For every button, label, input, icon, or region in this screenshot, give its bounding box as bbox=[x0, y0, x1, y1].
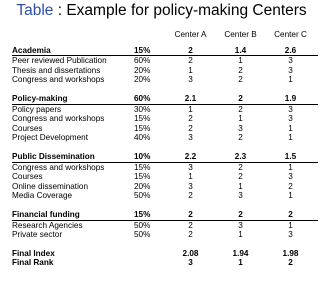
final-rank-row-cell bbox=[134, 258, 163, 268]
table-row-cell: Peer reviewed Publication bbox=[12, 56, 107, 66]
section-header-row-cell: Academia bbox=[12, 46, 134, 56]
table-row-cell: 40% bbox=[134, 133, 151, 143]
table-row bbox=[12, 114, 318, 124]
table-row bbox=[12, 124, 318, 134]
spacer-row bbox=[12, 240, 318, 249]
table-row-cell: 2 bbox=[188, 56, 193, 66]
section-header-row-cell: 2.2 bbox=[163, 152, 218, 162]
section-header-row-cell: 2.3 bbox=[218, 152, 263, 162]
table-row-cell: 2 bbox=[188, 123, 193, 133]
table-row-cell: 1 bbox=[288, 133, 293, 143]
table-row bbox=[12, 56, 318, 66]
table-row-cell: 3 bbox=[188, 181, 193, 191]
table-row-cell: 1 bbox=[288, 123, 293, 133]
section-header-row bbox=[12, 210, 318, 220]
final-rank-row-cell: 2 bbox=[288, 258, 293, 268]
table-row-cell: Congress and workshops bbox=[12, 114, 105, 124]
table-row bbox=[12, 133, 318, 143]
table-row-cell: 2 bbox=[238, 133, 243, 143]
final-index-row-cell: 1.94 bbox=[232, 248, 249, 258]
table-row-cell: 15% bbox=[134, 172, 151, 182]
section-header-row-cell: 1.4 bbox=[218, 46, 263, 56]
table-row-cell: 20% bbox=[134, 65, 151, 75]
section-header-row-cell: Policy-making bbox=[12, 94, 134, 104]
table-row bbox=[12, 75, 318, 85]
table-row-cell: 2 bbox=[188, 114, 193, 124]
section-header-row-cell: 2 bbox=[163, 46, 218, 56]
table-row-cell: 3 bbox=[238, 220, 243, 230]
table-row-cell: 15% bbox=[134, 162, 151, 172]
table-row-cell: 2 bbox=[238, 65, 243, 75]
table-row-cell: 1 bbox=[288, 162, 293, 172]
table-row-cell: 3 bbox=[288, 65, 293, 75]
section-header-row-cell: 2.1 bbox=[163, 94, 218, 104]
table-row-cell: 60% bbox=[134, 56, 151, 66]
final-rank-row-cell: 3 bbox=[188, 258, 193, 268]
table-row-cell: Congress and workshops bbox=[12, 162, 105, 172]
table-row-cell: 1 bbox=[288, 220, 293, 230]
table-row-cell: 3 bbox=[288, 104, 293, 114]
column-header-center-a: Center A bbox=[174, 30, 207, 39]
table-row-cell: Private sector bbox=[12, 230, 63, 240]
column-header bbox=[134, 30, 163, 40]
table-row-cell: 2 bbox=[188, 220, 193, 230]
final-rank-row-cell: 1 bbox=[238, 258, 243, 268]
table-row-cell: 2 bbox=[238, 104, 243, 114]
final-index-row-cell: 1.98 bbox=[282, 248, 299, 258]
table-row-cell: 20% bbox=[134, 181, 151, 191]
table-body bbox=[12, 30, 318, 268]
section-header-row-cell: 2 bbox=[263, 210, 318, 220]
column-header bbox=[12, 30, 134, 40]
table-row-cell: 3 bbox=[188, 162, 193, 172]
table-row-cell: 15% bbox=[134, 114, 151, 124]
table-row-cell: Thesis and dissertations bbox=[12, 65, 101, 75]
section-header-row-cell: 2.6 bbox=[263, 46, 318, 56]
table-row-cell: 1 bbox=[188, 172, 193, 182]
spacer-cell bbox=[12, 201, 318, 210]
table-row bbox=[12, 162, 318, 172]
final-index-row-cell bbox=[134, 249, 163, 259]
table-row-cell: 2 bbox=[288, 181, 293, 191]
spacer-cell bbox=[12, 143, 318, 152]
table-row-cell: 1 bbox=[238, 114, 243, 124]
final-index-row bbox=[12, 249, 318, 259]
section-header-row-cell: 15% bbox=[134, 210, 163, 220]
table-row-cell: 1 bbox=[238, 56, 243, 66]
title-accent: Table bbox=[16, 2, 54, 19]
section-header-row-cell: Public Dissemination bbox=[12, 152, 134, 162]
final-index-row-cell: 2.08 bbox=[182, 248, 199, 258]
table-row-cell: 2 bbox=[238, 75, 243, 85]
table-row-cell: 2 bbox=[238, 162, 243, 172]
section-header-row-cell: 2 bbox=[218, 94, 263, 104]
table-row-cell: 3 bbox=[288, 172, 293, 182]
table-row-cell: 3 bbox=[238, 191, 243, 201]
final-rank-row-cell: Final Rank bbox=[12, 258, 54, 268]
table-row-cell: 30% bbox=[134, 104, 151, 114]
table-row-cell: 3 bbox=[288, 56, 293, 66]
title-separator: : bbox=[57, 2, 63, 19]
table-row-cell: 1 bbox=[238, 230, 243, 240]
table-row bbox=[12, 66, 318, 76]
table-row bbox=[12, 191, 318, 201]
section-header-row-cell: 2 bbox=[218, 210, 263, 220]
table-row-cell: 1 bbox=[288, 191, 293, 201]
section-header-row-cell: 10% bbox=[134, 152, 163, 162]
section-header-row bbox=[12, 46, 318, 56]
table-row-cell: 50% bbox=[134, 220, 151, 230]
table-row-cell: 20% bbox=[134, 75, 151, 85]
table-row bbox=[12, 104, 318, 114]
table-row-cell: Congress and workshops bbox=[12, 75, 105, 85]
section-header-row bbox=[12, 152, 318, 162]
column-header-center-c: Center C bbox=[274, 30, 307, 39]
table-row-cell: 1 bbox=[288, 75, 293, 85]
title-text: Example for policy-making Centers bbox=[66, 2, 307, 19]
spacer-row bbox=[12, 201, 318, 210]
table-row-cell: 1 bbox=[188, 65, 193, 75]
section-header-row bbox=[12, 94, 318, 104]
table-row-cell: 3 bbox=[188, 75, 193, 85]
table-row-cell: 50% bbox=[134, 191, 151, 201]
table-row-cell: 3 bbox=[288, 230, 293, 240]
table-row-cell: 15% bbox=[134, 123, 151, 133]
final-index-row-cell: Final Index bbox=[12, 248, 55, 258]
section-header-row-cell: 15% bbox=[134, 46, 163, 56]
table-row-cell: Online dissemination bbox=[12, 181, 89, 191]
policy-centers-table bbox=[12, 30, 318, 268]
table-row-cell: 2 bbox=[188, 230, 193, 240]
table-row-cell: 2 bbox=[238, 172, 243, 182]
spacer-cell bbox=[12, 85, 318, 94]
section-header-row-cell: 60% bbox=[134, 94, 163, 104]
column-header-center-b: Center B bbox=[224, 30, 257, 39]
section-header-row-cell: 1.5 bbox=[263, 152, 318, 162]
table-row-cell: 1 bbox=[238, 181, 243, 191]
table-row-cell: 50% bbox=[134, 230, 151, 240]
table-row-cell: 2 bbox=[188, 191, 193, 201]
section-header-row-cell: 1.9 bbox=[263, 94, 318, 104]
table-row-cell: 3 bbox=[188, 133, 193, 143]
table-row bbox=[12, 220, 318, 230]
table-title bbox=[0, 2, 323, 20]
table-row-cell: Policy papers bbox=[12, 104, 62, 114]
table-row bbox=[12, 230, 318, 240]
table-row-cell: Project Development bbox=[12, 133, 88, 143]
table-row-cell: 1 bbox=[188, 104, 193, 114]
table-row-cell: Research Agencies bbox=[12, 220, 83, 230]
section-header-row-cell: 2 bbox=[163, 210, 218, 220]
final-rank-row bbox=[12, 258, 318, 268]
table-row bbox=[12, 182, 318, 192]
section-header-row-cell: Financial funding bbox=[12, 210, 134, 220]
table-row-cell: 3 bbox=[238, 123, 243, 133]
spacer-row bbox=[12, 143, 318, 152]
table-row-cell: 3 bbox=[288, 114, 293, 124]
table-row-cell: Courses bbox=[12, 123, 43, 133]
table-row-cell: Courses bbox=[12, 172, 43, 182]
spacer-cell bbox=[12, 240, 318, 249]
table-row-cell: Media Coverage bbox=[12, 191, 73, 201]
table-row bbox=[12, 172, 318, 182]
spacer-row bbox=[12, 85, 318, 94]
column-header-row bbox=[12, 30, 318, 40]
